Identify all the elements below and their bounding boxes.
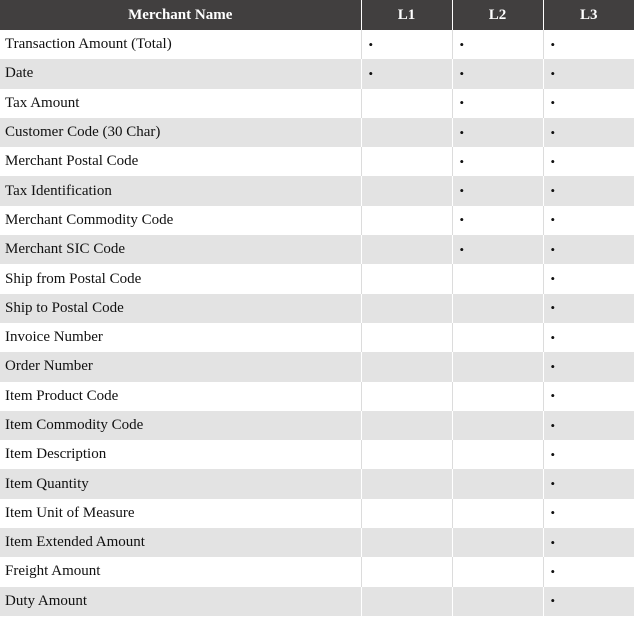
- row-l1-mark: [361, 89, 452, 118]
- header-l2: L2: [452, 0, 543, 30]
- row-l1-mark: •: [361, 59, 452, 88]
- row-l3-mark: •: [543, 557, 634, 586]
- table-row: [0, 264, 634, 293]
- table-row: [0, 89, 634, 118]
- row-l3-mark: •: [543, 469, 634, 498]
- row-l3-mark: •: [543, 147, 634, 176]
- row-l1-mark: [361, 587, 452, 616]
- row-l2-mark: [452, 264, 543, 293]
- row-l2-mark: •: [452, 176, 543, 205]
- row-field-name: Item Extended Amount: [0, 528, 361, 557]
- row-l1-mark: [361, 294, 452, 323]
- row-l1-mark: [361, 382, 452, 411]
- row-l2-mark: [452, 352, 543, 381]
- row-l2-mark: [452, 294, 543, 323]
- row-field-name: Transaction Amount (Total): [0, 30, 361, 59]
- row-field-name: Item Product Code: [0, 382, 361, 411]
- table-row: [0, 469, 634, 498]
- row-field-name: Merchant Postal Code: [0, 147, 361, 176]
- row-field-name: Customer Code (30 Char): [0, 118, 361, 147]
- header-row: [0, 0, 634, 30]
- table-body: [0, 30, 634, 616]
- row-l2-mark: [452, 411, 543, 440]
- row-field-name: Tax Amount: [0, 89, 361, 118]
- row-l3-mark: •: [543, 382, 634, 411]
- row-l1-mark: •: [361, 30, 452, 59]
- row-field-name: Ship from Postal Code: [0, 264, 361, 293]
- row-field-name: Merchant Commodity Code: [0, 206, 361, 235]
- row-l3-mark: •: [543, 440, 634, 469]
- row-l1-mark: [361, 440, 452, 469]
- row-l2-mark: [452, 323, 543, 352]
- row-l1-mark: [361, 235, 452, 264]
- row-l2-mark: [452, 528, 543, 557]
- row-l1-mark: [361, 147, 452, 176]
- row-l3-mark: •: [543, 294, 634, 323]
- row-l3-mark: •: [543, 30, 634, 59]
- table-row: [0, 176, 634, 205]
- row-l3-mark: •: [543, 235, 634, 264]
- row-l2-mark: •: [452, 147, 543, 176]
- row-l1-mark: [361, 323, 452, 352]
- row-l1-mark: [361, 118, 452, 147]
- row-l3-mark: •: [543, 89, 634, 118]
- row-l1-mark: [361, 411, 452, 440]
- row-l3-mark: •: [543, 499, 634, 528]
- row-l1-mark: [361, 176, 452, 205]
- row-field-name: Merchant SIC Code: [0, 235, 361, 264]
- row-field-name: Item Description: [0, 440, 361, 469]
- row-l3-mark: •: [543, 264, 634, 293]
- table-row: [0, 118, 634, 147]
- row-l3-mark: •: [543, 118, 634, 147]
- row-l2-mark: [452, 557, 543, 586]
- table-row: [0, 206, 634, 235]
- row-field-name: Tax Identification: [0, 176, 361, 205]
- row-l3-mark: •: [543, 411, 634, 440]
- table-row: [0, 235, 634, 264]
- row-field-name: Ship to Postal Code: [0, 294, 361, 323]
- row-l1-mark: [361, 264, 452, 293]
- row-l1-mark: [361, 352, 452, 381]
- table-row: [0, 147, 634, 176]
- table-row: [0, 587, 634, 616]
- table-row: [0, 59, 634, 88]
- header-merchant-name: Merchant Name: [0, 0, 361, 30]
- row-l3-mark: •: [543, 59, 634, 88]
- row-l3-mark: •: [543, 323, 634, 352]
- row-field-name: Order Number: [0, 352, 361, 381]
- row-l2-mark: •: [452, 89, 543, 118]
- table-row: [0, 352, 634, 381]
- table-row: [0, 294, 634, 323]
- row-l3-mark: •: [543, 176, 634, 205]
- row-field-name: Date: [0, 59, 361, 88]
- row-field-name: Invoice Number: [0, 323, 361, 352]
- row-l2-mark: [452, 587, 543, 616]
- row-l2-mark: [452, 382, 543, 411]
- row-l1-mark: [361, 499, 452, 528]
- row-l3-mark: •: [543, 528, 634, 557]
- row-l2-mark: •: [452, 235, 543, 264]
- row-l3-mark: •: [543, 587, 634, 616]
- row-l1-mark: [361, 557, 452, 586]
- row-l2-mark: [452, 499, 543, 528]
- row-l2-mark: [452, 440, 543, 469]
- row-l2-mark: •: [452, 59, 543, 88]
- row-l1-mark: [361, 528, 452, 557]
- row-l2-mark: •: [452, 206, 543, 235]
- row-l2-mark: •: [452, 30, 543, 59]
- table-row: [0, 499, 634, 528]
- table-row: [0, 557, 634, 586]
- row-l3-mark: •: [543, 206, 634, 235]
- row-l1-mark: [361, 469, 452, 498]
- row-field-name: Item Quantity: [0, 469, 361, 498]
- row-l1-mark: [361, 206, 452, 235]
- table-row: [0, 440, 634, 469]
- header-l3: L3: [543, 0, 634, 30]
- table-row: [0, 30, 634, 59]
- header-l1: L1: [361, 0, 452, 30]
- row-field-name: Duty Amount: [0, 587, 361, 616]
- row-l3-mark: •: [543, 352, 634, 381]
- row-field-name: Item Unit of Measure: [0, 499, 361, 528]
- table-row: [0, 382, 634, 411]
- row-l2-mark: [452, 469, 543, 498]
- table-row: [0, 411, 634, 440]
- row-field-name: Freight Amount: [0, 557, 361, 586]
- table-row: [0, 528, 634, 557]
- table-row: [0, 323, 634, 352]
- row-field-name: Item Commodity Code: [0, 411, 361, 440]
- row-l2-mark: •: [452, 118, 543, 147]
